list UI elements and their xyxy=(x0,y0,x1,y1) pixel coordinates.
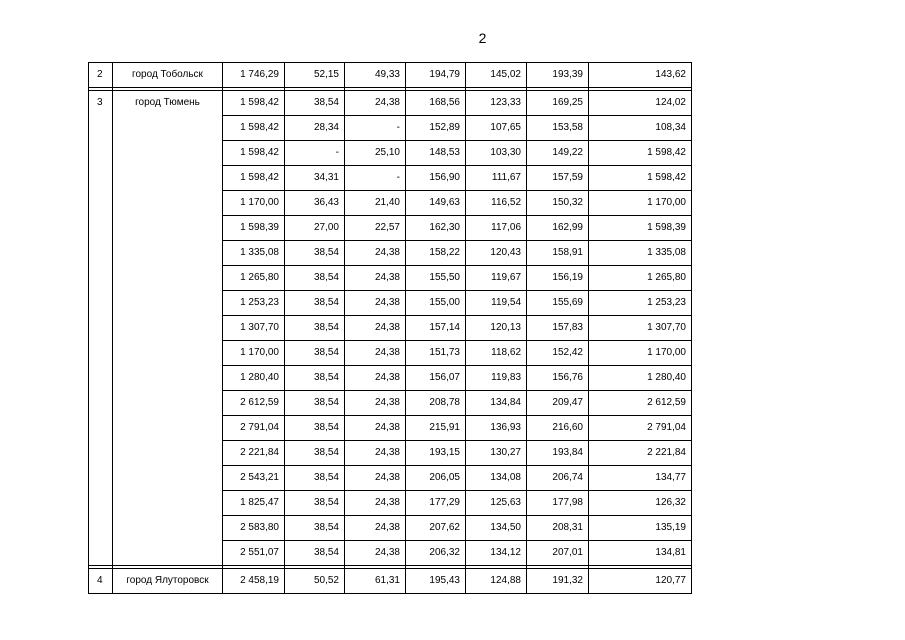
value-cell: 157,83 xyxy=(527,316,589,341)
value-cell: 145,02 xyxy=(466,63,527,88)
value-cell: 134,12 xyxy=(466,541,527,566)
value-cell: 1 280,40 xyxy=(223,366,285,391)
value-cell: 2 543,21 xyxy=(223,466,285,491)
value-cell: 117,06 xyxy=(466,216,527,241)
value-cell: 1 598,42 xyxy=(223,166,285,191)
tariff-table-container xyxy=(88,62,692,594)
value-cell: 24,38 xyxy=(345,366,406,391)
value-cell: 125,63 xyxy=(466,491,527,516)
value-cell: 108,34 xyxy=(589,116,692,141)
value-cell: - xyxy=(285,141,345,166)
value-cell: 111,67 xyxy=(466,166,527,191)
value-cell: 1 598,42 xyxy=(589,166,692,191)
value-cell: 209,47 xyxy=(527,391,589,416)
page-number: 2 xyxy=(478,30,487,46)
value-cell: 1 253,23 xyxy=(223,291,285,316)
row-number-cell: 3 xyxy=(89,91,113,566)
value-cell: 2 221,84 xyxy=(223,441,285,466)
value-cell: 148,53 xyxy=(406,141,466,166)
value-cell: 61,31 xyxy=(345,569,406,594)
value-cell: 1 280,40 xyxy=(589,366,692,391)
city-name-cell: город Тюмень xyxy=(113,91,223,566)
value-cell: 38,54 xyxy=(285,291,345,316)
value-cell: 2 583,80 xyxy=(223,516,285,541)
value-cell: 149,63 xyxy=(406,191,466,216)
value-cell: 24,38 xyxy=(345,491,406,516)
value-cell: 118,62 xyxy=(466,341,527,366)
value-cell: 24,38 xyxy=(345,316,406,341)
row-number-cell: 2 xyxy=(89,63,113,88)
value-cell: 135,19 xyxy=(589,516,692,541)
value-cell: 1 170,00 xyxy=(589,341,692,366)
value-cell: 38,54 xyxy=(285,416,345,441)
value-cell: 2 612,59 xyxy=(589,391,692,416)
value-cell: 1 307,70 xyxy=(223,316,285,341)
value-cell: 195,43 xyxy=(406,569,466,594)
value-cell: 1 265,80 xyxy=(589,266,692,291)
table-body xyxy=(89,63,692,594)
value-cell: 2 612,59 xyxy=(223,391,285,416)
value-cell: 126,32 xyxy=(589,491,692,516)
value-cell: 124,88 xyxy=(466,569,527,594)
table-row xyxy=(89,63,692,88)
value-cell: 158,91 xyxy=(527,241,589,266)
value-cell: 162,99 xyxy=(527,216,589,241)
value-cell: 38,54 xyxy=(285,466,345,491)
value-cell: 119,83 xyxy=(466,366,527,391)
value-cell: 1 746,29 xyxy=(223,63,285,88)
table-row xyxy=(89,91,692,116)
value-cell: 191,32 xyxy=(527,569,589,594)
value-cell: 206,32 xyxy=(406,541,466,566)
value-cell: 143,62 xyxy=(589,63,692,88)
value-cell: 38,54 xyxy=(285,491,345,516)
value-cell: 134,84 xyxy=(466,391,527,416)
value-cell: 1 598,39 xyxy=(223,216,285,241)
value-cell: 24,38 xyxy=(345,91,406,116)
value-cell: 28,34 xyxy=(285,116,345,141)
value-cell: 24,38 xyxy=(345,291,406,316)
value-cell: 134,08 xyxy=(466,466,527,491)
value-cell: 1 598,42 xyxy=(589,141,692,166)
value-cell: 119,67 xyxy=(466,266,527,291)
value-cell: 1 598,39 xyxy=(589,216,692,241)
value-cell: 38,54 xyxy=(285,391,345,416)
value-cell: 206,74 xyxy=(527,466,589,491)
value-cell: 151,73 xyxy=(406,341,466,366)
value-cell: 156,76 xyxy=(527,366,589,391)
value-cell: 21,40 xyxy=(345,191,406,216)
value-cell: 194,79 xyxy=(406,63,466,88)
value-cell: 49,33 xyxy=(345,63,406,88)
value-cell: 2 791,04 xyxy=(589,416,692,441)
value-cell: 22,57 xyxy=(345,216,406,241)
value-cell: 206,05 xyxy=(406,466,466,491)
value-cell: 157,59 xyxy=(527,166,589,191)
row-number-cell: 4 xyxy=(89,569,113,594)
value-cell: 1 265,80 xyxy=(223,266,285,291)
value-cell: 134,81 xyxy=(589,541,692,566)
value-cell: 1 598,42 xyxy=(223,116,285,141)
value-cell: 1 253,23 xyxy=(589,291,692,316)
value-cell: 215,91 xyxy=(406,416,466,441)
value-cell: 1 598,42 xyxy=(223,141,285,166)
value-cell: 119,54 xyxy=(466,291,527,316)
value-cell: 2 791,04 xyxy=(223,416,285,441)
value-cell: 24,38 xyxy=(345,441,406,466)
value-cell: 2 458,19 xyxy=(223,569,285,594)
value-cell: 120,77 xyxy=(589,569,692,594)
value-cell: 177,29 xyxy=(406,491,466,516)
value-cell: 38,54 xyxy=(285,266,345,291)
value-cell: 136,93 xyxy=(466,416,527,441)
value-cell: 25,10 xyxy=(345,141,406,166)
value-cell: 38,54 xyxy=(285,241,345,266)
value-cell: 107,65 xyxy=(466,116,527,141)
table-row xyxy=(89,569,692,594)
value-cell: 123,33 xyxy=(466,91,527,116)
value-cell: 155,69 xyxy=(527,291,589,316)
value-cell: 24,38 xyxy=(345,466,406,491)
value-cell: 152,89 xyxy=(406,116,466,141)
value-cell: 158,22 xyxy=(406,241,466,266)
value-cell: 38,54 xyxy=(285,541,345,566)
value-cell: 36,43 xyxy=(285,191,345,216)
value-cell: 1 335,08 xyxy=(223,241,285,266)
value-cell: 1 170,00 xyxy=(223,341,285,366)
value-cell: 103,30 xyxy=(466,141,527,166)
value-cell: 157,14 xyxy=(406,316,466,341)
value-cell: 38,54 xyxy=(285,341,345,366)
value-cell: 156,19 xyxy=(527,266,589,291)
value-cell: 27,00 xyxy=(285,216,345,241)
value-cell: 50,52 xyxy=(285,569,345,594)
value-cell: 150,32 xyxy=(527,191,589,216)
value-cell: 155,50 xyxy=(406,266,466,291)
value-cell: 38,54 xyxy=(285,91,345,116)
value-cell: 207,62 xyxy=(406,516,466,541)
value-cell: 24,38 xyxy=(345,416,406,441)
value-cell: 1 170,00 xyxy=(223,191,285,216)
value-cell: 24,38 xyxy=(345,391,406,416)
value-cell: 156,07 xyxy=(406,366,466,391)
value-cell: - xyxy=(345,116,406,141)
value-cell: 162,30 xyxy=(406,216,466,241)
value-cell: 193,39 xyxy=(527,63,589,88)
value-cell: 156,90 xyxy=(406,166,466,191)
value-cell: 130,27 xyxy=(466,441,527,466)
value-cell: 34,31 xyxy=(285,166,345,191)
city-name-cell: город Тобольск xyxy=(113,63,223,88)
value-cell: 1 335,08 xyxy=(589,241,692,266)
value-cell: 24,38 xyxy=(345,266,406,291)
value-cell: 1 170,00 xyxy=(589,191,692,216)
value-cell: 38,54 xyxy=(285,516,345,541)
value-cell: 24,38 xyxy=(345,241,406,266)
value-cell: 38,54 xyxy=(285,366,345,391)
value-cell: 155,00 xyxy=(406,291,466,316)
value-cell: 207,01 xyxy=(527,541,589,566)
value-cell: 152,42 xyxy=(527,341,589,366)
value-cell: 120,13 xyxy=(466,316,527,341)
value-cell: - xyxy=(345,166,406,191)
value-cell: 134,77 xyxy=(589,466,692,491)
value-cell: 1 598,42 xyxy=(223,91,285,116)
value-cell: 208,31 xyxy=(527,516,589,541)
value-cell: 2 221,84 xyxy=(589,441,692,466)
value-cell: 169,25 xyxy=(527,91,589,116)
value-cell: 120,43 xyxy=(466,241,527,266)
value-cell: 52,15 xyxy=(285,63,345,88)
value-cell: 1 307,70 xyxy=(589,316,692,341)
value-cell: 193,15 xyxy=(406,441,466,466)
value-cell: 24,38 xyxy=(345,541,406,566)
value-cell: 24,38 xyxy=(345,516,406,541)
tariff-table xyxy=(88,62,692,594)
value-cell: 177,98 xyxy=(527,491,589,516)
value-cell: 193,84 xyxy=(527,441,589,466)
value-cell: 153,58 xyxy=(527,116,589,141)
value-cell: 38,54 xyxy=(285,441,345,466)
value-cell: 124,02 xyxy=(589,91,692,116)
value-cell: 38,54 xyxy=(285,316,345,341)
value-cell: 1 825,47 xyxy=(223,491,285,516)
value-cell: 208,78 xyxy=(406,391,466,416)
value-cell: 149,22 xyxy=(527,141,589,166)
value-cell: 168,56 xyxy=(406,91,466,116)
value-cell: 134,50 xyxy=(466,516,527,541)
city-name-cell: город Ялуторовск xyxy=(113,569,223,594)
value-cell: 2 551,07 xyxy=(223,541,285,566)
value-cell: 216,60 xyxy=(527,416,589,441)
value-cell: 116,52 xyxy=(466,191,527,216)
value-cell: 24,38 xyxy=(345,341,406,366)
